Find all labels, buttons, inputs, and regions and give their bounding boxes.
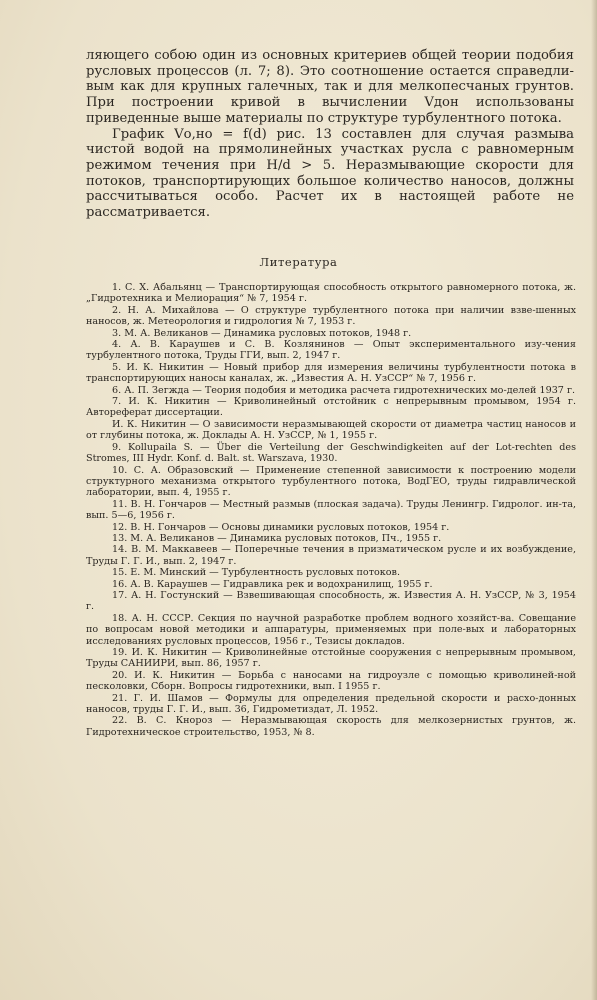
reference-item: 2. Н. А. Михайлова — О структуре турбулентного потока при наличии взве-шенных наносов, ж. Метеорология и гидрология № 7, 1953 г. — [86, 304, 576, 328]
body-paragraph-2: График Vо,но = f(d) рис. 13 составлен для случая размыва чистой водой на прямолинейных участках русла с равномерным режимом течения при H/d > 5. Неразмывающие скорости для потоков, транспортирующих большое количество наносов, должны рассчитываться особо. Расчет их в настоящей работе не рассматривается. — [86, 126, 574, 221]
body-paragraph-1: ляющего собою один из основных критериев общей теории подобия русловых процессов (л. 7; 8). Это соотношение остается справедли-вым как для крупных галечных, так и для мелкопесчаных грунтов. При построении кривой в вычислении Vдон использованы приведенные выше материалы по структуре турбулентного потока. — [86, 48, 574, 126]
reference-item: 14. В. М. Маккавеев — Поперечные течения в призматическом русле и их возбуждение, Труды Г. Г. И., вып. 2, 1947 г. — [86, 544, 576, 567]
reference-item: И. К. Никитин — О зависимости неразмывающей скорости от диаметра частиц наносов и от глубины потока, ж. Доклады А. Н. УзССР, № 1, 1955 г. — [86, 418, 576, 442]
reference-item: 17. А. Н. Гостунский — Взвешивающая способность, ж. Известия А. Н. УзССР, № 3, 1954 г. — [86, 589, 576, 613]
reference-item: 15. Е. М. Минский — Турбулентность русловых потоков. — [112, 567, 400, 579]
reference-item: 3. М. А. Великанов — Динамика русловых потоков, 1948 г. — [112, 327, 412, 339]
reference-item: 12. В. Н. Гончаров — Основы динамики русловых потоков, 1954 г. — [112, 521, 450, 533]
reference-item: 4. А. В. Караушев и С. В. Козлянинов — Опыт экспериментального изу-чения турбулентного потока, Труды ГГИ, вып. 2, 1947 г. — [86, 339, 576, 362]
reference-item: 19. И. К. Никитин — Криволинейные отстойные сооружения с непрерывным промывом, Труды САНИИРИ, вып. 86, 1957 г. — [86, 647, 576, 670]
page-edge-shadow — [591, 0, 597, 1000]
reference-item: 22. В. С. Кнороз — Неразмывающая скорость для мелкозернистых грунтов, ж. Гидротехническое строительство, 1953, № 8. — [86, 715, 576, 738]
reference-item: 18. А. Н. СССР. Секция по научной разработке проблем водного хозяйст-ва. Совещание по вопросам новой методики и аппаратуры, применяемых при поле-вых и лабораторных исследованиях русловых процессов, 1956 г., Тезисы докладов. — [86, 612, 576, 647]
references-list — [86, 282, 576, 738]
reference-item: 9. Kollupaila S. — Über die Verteilung der Geschwindigkeiten auf der Lot-rechten des Stromes, III Hydr. Konf. d. Balt. st. Warszava, 1930. — [86, 441, 576, 465]
reference-item: 6. А. П. Зегжда — Теория подобия и методика расчета гидротехнических мо-делей 1937 г. — [112, 384, 576, 396]
reference-item: 20. И. К. Никитин — Борьба с наносами на гидроузле с помощью криволиней-ной песколовки, Сборн. Вопросы гидротехники, вып. I 1955 г. — [86, 669, 576, 693]
references-heading: Литература — [259, 255, 338, 269]
reference-item: 7. И. К. Никитин — Криволинейный отстойник с непрерывным промывом, 1954 г. Автореферат диссертации. — [86, 396, 576, 419]
reference-item: 11. В. Н. Гончаров — Местный размыв (плоская задача). Труды Ленингр. Гидролог. ин-та, вып. 5—6, 1956 г. — [86, 498, 576, 522]
reference-item: 5. И. К. Никитин — Новый прибор для измерения величины турбулентности потока в транспортирующих наносы каналах, ж. „Известия А. Н. УзССР“ № 7, 1956 г. — [86, 361, 576, 385]
reference-item: 16. А. В. Караушев — Гидравлика рек и водохранилищ, 1955 г. — [112, 578, 433, 590]
reference-item: 1. С. Х. Абальянц — Транспортирующая способность открытого равномерного потока, ж. „Гидротехника и Мелиорация“ № 7, 1954 г. — [86, 282, 576, 305]
reference-item: 21. Г. И. Шамов — Формулы для определения предельной скорости и расхо-донных наносов, труды Г. Г. И., вып. 36, Гидрометиздат, Л. 1952. — [86, 692, 576, 716]
reference-item: 10. С. А. Образовский — Применение степенной зависимости к построению модели структурного механизма открытого турбулентного потока, ВодГЕО, труды гидравлической лаборатории, вып. 4, 1955 г. — [86, 464, 576, 499]
reference-item: 13. М. А. Великанов — Динамика русловых потоков, Пч., 1955 г. — [112, 532, 442, 544]
body-text — [86, 48, 574, 221]
